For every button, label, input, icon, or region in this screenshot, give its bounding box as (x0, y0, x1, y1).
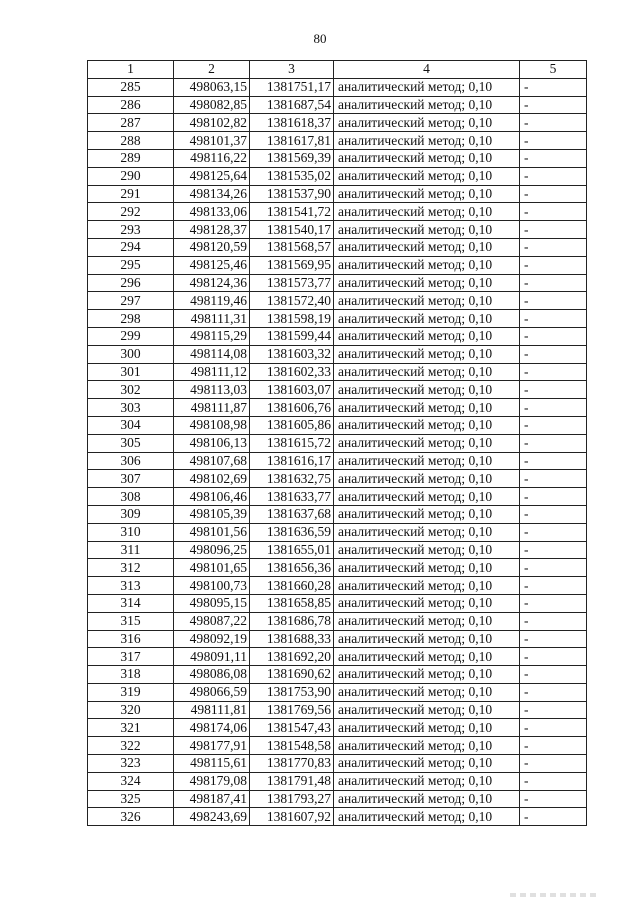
table-row (88, 434, 587, 452)
x-coordinate-cell: 498134,26 (174, 185, 250, 203)
table-row (88, 78, 587, 96)
point-number-cell: 287 (88, 114, 174, 132)
y-coordinate-cell: 1381632,75 (250, 470, 334, 488)
note-cell: - (520, 292, 587, 310)
x-coordinate-cell: 498108,98 (174, 416, 250, 434)
x-coordinate-cell: 498113,03 (174, 381, 250, 399)
note-cell: - (520, 523, 587, 541)
method-cell: аналитический метод; 0,10 (334, 399, 520, 417)
note-cell: - (520, 612, 587, 630)
point-number-cell: 318 (88, 666, 174, 684)
method-cell: аналитический метод; 0,10 (334, 648, 520, 666)
point-number-cell: 307 (88, 470, 174, 488)
table-row (88, 96, 587, 114)
x-coordinate-cell: 498114,08 (174, 345, 250, 363)
x-coordinate-cell: 498101,37 (174, 132, 250, 150)
y-coordinate-cell: 1381686,78 (250, 612, 334, 630)
method-cell: аналитический метод; 0,10 (334, 683, 520, 701)
x-coordinate-cell: 498174,06 (174, 719, 250, 737)
method-cell: аналитический метод; 0,10 (334, 256, 520, 274)
point-number-cell: 293 (88, 221, 174, 239)
point-number-cell: 298 (88, 310, 174, 328)
point-number-cell: 301 (88, 363, 174, 381)
table-row (88, 185, 587, 203)
x-coordinate-cell: 498243,69 (174, 808, 250, 826)
x-coordinate-cell: 498100,73 (174, 577, 250, 595)
y-coordinate-cell: 1381605,86 (250, 416, 334, 434)
y-coordinate-cell: 1381535,02 (250, 167, 334, 185)
note-cell: - (520, 345, 587, 363)
y-coordinate-cell: 1381770,83 (250, 755, 334, 773)
method-cell: аналитический метод; 0,10 (334, 790, 520, 808)
header-col-4: 4 (334, 61, 520, 79)
x-coordinate-cell: 498102,69 (174, 470, 250, 488)
point-number-cell: 297 (88, 292, 174, 310)
method-cell: аналитический метод; 0,10 (334, 808, 520, 826)
note-cell: - (520, 256, 587, 274)
method-cell: аналитический метод; 0,10 (334, 149, 520, 167)
point-number-cell: 324 (88, 772, 174, 790)
x-coordinate-cell: 498095,15 (174, 594, 250, 612)
x-coordinate-cell: 498125,46 (174, 256, 250, 274)
point-number-cell: 311 (88, 541, 174, 559)
table-row (88, 221, 587, 239)
x-coordinate-cell: 498125,64 (174, 167, 250, 185)
point-number-cell: 320 (88, 701, 174, 719)
page-number: 80 (313, 31, 327, 46)
y-coordinate-cell: 1381618,37 (250, 114, 334, 132)
table-header (88, 61, 587, 79)
note-cell: - (520, 683, 587, 701)
x-coordinate-cell: 498087,22 (174, 612, 250, 630)
x-coordinate-cell: 498115,61 (174, 755, 250, 773)
x-coordinate-cell: 498091,11 (174, 648, 250, 666)
x-coordinate-cell: 498066,59 (174, 683, 250, 701)
table-row (88, 149, 587, 167)
x-coordinate-cell: 498106,46 (174, 488, 250, 506)
point-number-cell: 317 (88, 648, 174, 666)
table-row (88, 470, 587, 488)
method-cell: аналитический метод; 0,10 (334, 701, 520, 719)
table-row (88, 505, 587, 523)
note-cell: - (520, 149, 587, 167)
method-cell: аналитический метод; 0,10 (334, 505, 520, 523)
table-row (88, 345, 587, 363)
note-cell: - (520, 772, 587, 790)
method-cell: аналитический метод; 0,10 (334, 755, 520, 773)
point-number-cell: 313 (88, 577, 174, 595)
x-coordinate-cell: 498111,81 (174, 701, 250, 719)
note-cell: - (520, 185, 587, 203)
method-cell: аналитический метод; 0,10 (334, 416, 520, 434)
method-cell: аналитический метод; 0,10 (334, 132, 520, 150)
point-number-cell: 306 (88, 452, 174, 470)
method-cell: аналитический метод; 0,10 (334, 238, 520, 256)
point-number-cell: 323 (88, 755, 174, 773)
note-cell: - (520, 310, 587, 328)
note-cell: - (520, 505, 587, 523)
method-cell: аналитический метод; 0,10 (334, 470, 520, 488)
table-row (88, 327, 587, 345)
x-coordinate-cell: 498063,15 (174, 78, 250, 96)
point-number-cell: 299 (88, 327, 174, 345)
point-number-cell: 302 (88, 381, 174, 399)
y-coordinate-cell: 1381616,17 (250, 452, 334, 470)
note-cell: - (520, 559, 587, 577)
method-cell: аналитический метод; 0,10 (334, 292, 520, 310)
point-number-cell: 315 (88, 612, 174, 630)
method-cell: аналитический метод; 0,10 (334, 577, 520, 595)
point-number-cell: 308 (88, 488, 174, 506)
method-cell: аналитический метод; 0,10 (334, 96, 520, 114)
method-cell: аналитический метод; 0,10 (334, 772, 520, 790)
y-coordinate-cell: 1381655,01 (250, 541, 334, 559)
y-coordinate-cell: 1381547,43 (250, 719, 334, 737)
y-coordinate-cell: 1381603,07 (250, 381, 334, 399)
note-cell: - (520, 452, 587, 470)
x-coordinate-cell: 498111,31 (174, 310, 250, 328)
table-row (88, 701, 587, 719)
point-number-cell: 286 (88, 96, 174, 114)
table-body (88, 78, 587, 825)
x-coordinate-cell: 498101,56 (174, 523, 250, 541)
table-row (88, 577, 587, 595)
x-coordinate-cell: 498133,06 (174, 203, 250, 221)
table-row (88, 523, 587, 541)
y-coordinate-cell: 1381637,68 (250, 505, 334, 523)
note-cell: - (520, 399, 587, 417)
x-coordinate-cell: 498101,65 (174, 559, 250, 577)
x-coordinate-cell: 498105,39 (174, 505, 250, 523)
note-cell: - (520, 630, 587, 648)
note-cell: - (520, 114, 587, 132)
table-row (88, 559, 587, 577)
note-cell: - (520, 78, 587, 96)
y-coordinate-cell: 1381569,39 (250, 149, 334, 167)
note-cell: - (520, 719, 587, 737)
point-number-cell: 288 (88, 132, 174, 150)
y-coordinate-cell: 1381660,28 (250, 577, 334, 595)
x-coordinate-cell: 498111,87 (174, 399, 250, 417)
method-cell: аналитический метод; 0,10 (334, 203, 520, 221)
table-row (88, 274, 587, 292)
method-cell: аналитический метод; 0,10 (334, 737, 520, 755)
table-row (88, 808, 587, 826)
note-cell: - (520, 666, 587, 684)
x-coordinate-cell: 498179,08 (174, 772, 250, 790)
note-cell: - (520, 577, 587, 595)
point-number-cell: 319 (88, 683, 174, 701)
y-coordinate-cell: 1381599,44 (250, 327, 334, 345)
method-cell: аналитический метод; 0,10 (334, 167, 520, 185)
note-cell: - (520, 381, 587, 399)
y-coordinate-cell: 1381548,58 (250, 737, 334, 755)
table-row (88, 167, 587, 185)
table-row (88, 310, 587, 328)
table-row (88, 256, 587, 274)
note-cell: - (520, 238, 587, 256)
y-coordinate-cell: 1381688,33 (250, 630, 334, 648)
note-cell: - (520, 274, 587, 292)
x-coordinate-cell: 498107,68 (174, 452, 250, 470)
method-cell: аналитический метод; 0,10 (334, 719, 520, 737)
point-number-cell: 312 (88, 559, 174, 577)
y-coordinate-cell: 1381572,40 (250, 292, 334, 310)
header-col-5: 5 (520, 61, 587, 79)
table-row (88, 666, 587, 684)
method-cell: аналитический метод; 0,10 (334, 559, 520, 577)
note-cell: - (520, 755, 587, 773)
y-coordinate-cell: 1381573,77 (250, 274, 334, 292)
point-number-cell: 304 (88, 416, 174, 434)
note-cell: - (520, 808, 587, 826)
note-cell: - (520, 132, 587, 150)
header-col-2: 2 (174, 61, 250, 79)
point-number-cell: 296 (88, 274, 174, 292)
y-coordinate-cell: 1381687,54 (250, 96, 334, 114)
method-cell: аналитический метод; 0,10 (334, 488, 520, 506)
point-number-cell: 321 (88, 719, 174, 737)
method-cell: аналитический метод; 0,10 (334, 345, 520, 363)
table-row (88, 755, 587, 773)
table-row (88, 648, 587, 666)
method-cell: аналитический метод; 0,10 (334, 310, 520, 328)
method-cell: аналитический метод; 0,10 (334, 381, 520, 399)
table-row (88, 381, 587, 399)
point-number-cell: 289 (88, 149, 174, 167)
y-coordinate-cell: 1381606,76 (250, 399, 334, 417)
y-coordinate-cell: 1381769,56 (250, 701, 334, 719)
y-coordinate-cell: 1381569,95 (250, 256, 334, 274)
method-cell: аналитический метод; 0,10 (334, 114, 520, 132)
y-coordinate-cell: 1381791,48 (250, 772, 334, 790)
y-coordinate-cell: 1381753,90 (250, 683, 334, 701)
x-coordinate-cell: 498120,59 (174, 238, 250, 256)
y-coordinate-cell: 1381615,72 (250, 434, 334, 452)
table-row (88, 488, 587, 506)
y-coordinate-cell: 1381751,17 (250, 78, 334, 96)
table-row (88, 612, 587, 630)
point-number-cell: 322 (88, 737, 174, 755)
y-coordinate-cell: 1381617,81 (250, 132, 334, 150)
point-number-cell: 295 (88, 256, 174, 274)
x-coordinate-cell: 498115,29 (174, 327, 250, 345)
y-coordinate-cell: 1381633,77 (250, 488, 334, 506)
method-cell: аналитический метод; 0,10 (334, 221, 520, 239)
x-coordinate-cell: 498106,13 (174, 434, 250, 452)
y-coordinate-cell: 1381793,27 (250, 790, 334, 808)
y-coordinate-cell: 1381598,19 (250, 310, 334, 328)
table-row (88, 238, 587, 256)
point-number-cell: 285 (88, 78, 174, 96)
point-number-cell: 290 (88, 167, 174, 185)
y-coordinate-cell: 1381541,72 (250, 203, 334, 221)
table-row (88, 292, 587, 310)
point-number-cell: 326 (88, 808, 174, 826)
point-number-cell: 310 (88, 523, 174, 541)
table-row (88, 594, 587, 612)
point-number-cell: 303 (88, 399, 174, 417)
footer-stamp-mark (510, 893, 600, 897)
header-col-1: 1 (88, 61, 174, 79)
point-number-cell: 316 (88, 630, 174, 648)
x-coordinate-cell: 498177,91 (174, 737, 250, 755)
y-coordinate-cell: 1381568,57 (250, 238, 334, 256)
point-number-cell: 325 (88, 790, 174, 808)
x-coordinate-cell: 498111,12 (174, 363, 250, 381)
header-col-3: 3 (250, 61, 334, 79)
method-cell: аналитический метод; 0,10 (334, 363, 520, 381)
table-row (88, 719, 587, 737)
y-coordinate-cell: 1381607,92 (250, 808, 334, 826)
table-row (88, 203, 587, 221)
x-coordinate-cell: 498082,85 (174, 96, 250, 114)
x-coordinate-cell: 498187,41 (174, 790, 250, 808)
method-cell: аналитический метод; 0,10 (334, 274, 520, 292)
y-coordinate-cell: 1381656,36 (250, 559, 334, 577)
note-cell: - (520, 327, 587, 345)
note-cell: - (520, 416, 587, 434)
x-coordinate-cell: 498128,37 (174, 221, 250, 239)
table-row (88, 132, 587, 150)
table-row (88, 790, 587, 808)
note-cell: - (520, 96, 587, 114)
method-cell: аналитический метод; 0,10 (334, 541, 520, 559)
header-row (88, 61, 587, 79)
table-row (88, 399, 587, 417)
table-row (88, 363, 587, 381)
point-number-cell: 294 (88, 238, 174, 256)
y-coordinate-cell: 1381690,62 (250, 666, 334, 684)
x-coordinate-cell: 498119,46 (174, 292, 250, 310)
method-cell: аналитический метод; 0,10 (334, 327, 520, 345)
table-row (88, 452, 587, 470)
point-number-cell: 291 (88, 185, 174, 203)
x-coordinate-cell: 498116,22 (174, 149, 250, 167)
point-number-cell: 309 (88, 505, 174, 523)
y-coordinate-cell: 1381603,32 (250, 345, 334, 363)
x-coordinate-cell: 498124,36 (174, 274, 250, 292)
note-cell: - (520, 594, 587, 612)
table-row (88, 541, 587, 559)
x-coordinate-cell: 498102,82 (174, 114, 250, 132)
note-cell: - (520, 167, 587, 185)
y-coordinate-cell: 1381692,20 (250, 648, 334, 666)
table-row (88, 772, 587, 790)
method-cell: аналитический метод; 0,10 (334, 612, 520, 630)
method-cell: аналитический метод; 0,10 (334, 630, 520, 648)
note-cell: - (520, 470, 587, 488)
note-cell: - (520, 737, 587, 755)
y-coordinate-cell: 1381658,85 (250, 594, 334, 612)
method-cell: аналитический метод; 0,10 (334, 452, 520, 470)
y-coordinate-cell: 1381602,33 (250, 363, 334, 381)
method-cell: аналитический метод; 0,10 (334, 434, 520, 452)
table-row (88, 683, 587, 701)
x-coordinate-cell: 498092,19 (174, 630, 250, 648)
note-cell: - (520, 648, 587, 666)
x-coordinate-cell: 498096,25 (174, 541, 250, 559)
note-cell: - (520, 434, 587, 452)
method-cell: аналитический метод; 0,10 (334, 185, 520, 203)
table-row (88, 630, 587, 648)
point-number-cell: 300 (88, 345, 174, 363)
note-cell: - (520, 488, 587, 506)
method-cell: аналитический метод; 0,10 (334, 78, 520, 96)
note-cell: - (520, 221, 587, 239)
y-coordinate-cell: 1381540,17 (250, 221, 334, 239)
note-cell: - (520, 363, 587, 381)
y-coordinate-cell: 1381537,90 (250, 185, 334, 203)
note-cell: - (520, 790, 587, 808)
note-cell: - (520, 541, 587, 559)
method-cell: аналитический метод; 0,10 (334, 523, 520, 541)
table-row (88, 737, 587, 755)
x-coordinate-cell: 498086,08 (174, 666, 250, 684)
point-number-cell: 314 (88, 594, 174, 612)
point-number-cell: 292 (88, 203, 174, 221)
table-row (88, 416, 587, 434)
method-cell: аналитический метод; 0,10 (334, 594, 520, 612)
coordinates-table (87, 60, 587, 826)
y-coordinate-cell: 1381636,59 (250, 523, 334, 541)
point-number-cell: 305 (88, 434, 174, 452)
note-cell: - (520, 203, 587, 221)
table-row (88, 114, 587, 132)
note-cell: - (520, 701, 587, 719)
method-cell: аналитический метод; 0,10 (334, 666, 520, 684)
